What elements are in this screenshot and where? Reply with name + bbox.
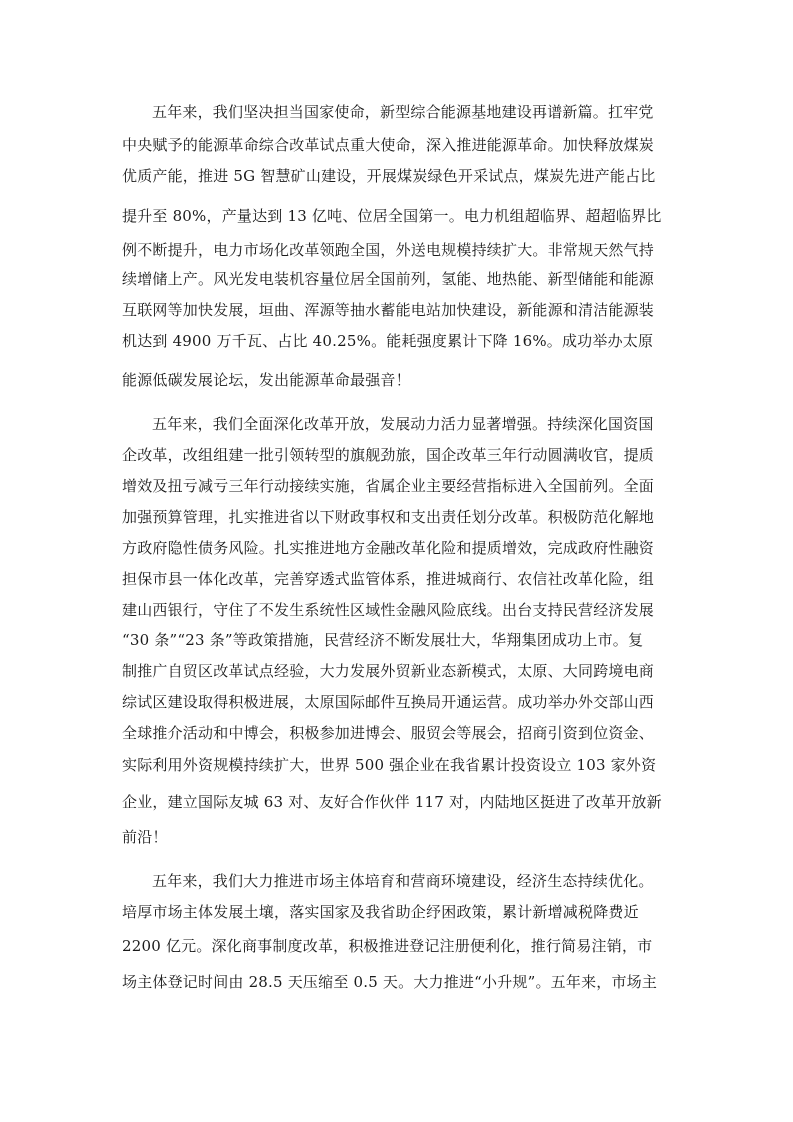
text-line: 场主体登记时间由 28.5 天压缩至 0.5 天。大力推进“小升规”。五年来，市场主 [122,973,658,991]
text-line: 增效及扭亏减亏三年行动接续实施，省属企业主要经营指标进入全国前列。全面 [122,477,655,495]
text-line: 2200 亿元。深化商事制度改革，积极推进登记注册便利化，推行简易注销，市 [122,937,653,955]
text-line: 前沿！ [122,828,168,846]
text-line: 担保市县一体化改革，完善穿透式监管体系，推进城商行、农信社改革化险，组 [122,570,655,588]
text-line: 优质产能，推进 5G 智慧矿山建设，开展煤炭绿色开采试点，煤炭先进产能占比 [122,167,656,185]
text-line: 提升至 80%，产量达到 13 亿吨、位居全国第一。电力机组超临界、超超临界比 [122,207,662,225]
text-line: 例不断提升，电力市场化改革领跑全国，外送电规模持续扩大。非常规天然气持 [122,241,655,259]
text-line: 加强预算管理，扎实推进省以下财政事权和支出责任划分改革。积极防范化解地 [122,508,655,526]
text-line: 五年来，我们坚决担当国家使命，新型综合能源基地建设再谱新篇。扛牢党 [152,103,654,121]
text-line: 综试区建设取得积极进展，太原国际邮件互换局开通运营。成功举办外交部山西 [122,693,655,711]
text-line: 全球推介活动和中博会，积极参加进博会、服贸会等展会，招商引资到位资金、 [122,724,655,742]
text-line: 制推广自贸区改革试点经验，大力发展外贸新业态新模式，太原、大同跨境电商 [122,662,655,680]
text-line: “30 条”“23 条”等政策措施，民营经济不断发展壮大，华翔集团成功上市。复 [122,631,644,649]
text-line: 五年来，我们大力推进市场主体培育和营商环境建设，经济生态持续优化。 [152,872,654,890]
text-line: 建山西银行，守住了不发生系统性区域性金融风险底线。出台支持民营经济发展 [122,601,655,619]
text-line: 方政府隐性债务风险。扎实推进地方金融改革化险和提质增效，完成政府性融资 [122,539,655,557]
text-line: 续增储上产。风光发电装机容量位居全国前列，氢能、地热能、新型储能和能源 [122,270,655,288]
text-line: 中央赋予的能源革命综合改革试点重大使命，深入推进能源革命。加快释放煤炭 [122,136,655,154]
text-line: 实际利用外资规模持续扩大，世界 500 强企业在我省累计投资设立 103 家外资 [122,756,657,774]
text-line: 企业，建立国际友城 63 对、友好合作伙伴 117 对，内陆地区挺进了改革开放新 [122,793,662,811]
text-line: 机达到 4900 万千瓦、占比 40.25%。能耗强度累计下降 16%。成功举办太原 [122,332,654,350]
text-line: 互联网等加快发展，垣曲、浑源等抽水蓄能电站加快建设，新能源和清洁能源装 [122,301,655,319]
text-line: 五年来，我们全面深化改革开放，发展动力活力显著增强。持续深化国资国 [152,415,654,433]
text-line: 能源低碳发展论坛，发出能源革命最强音！ [122,371,411,389]
text-line: 企改革，改组组建一批引领转型的旗舰劲旅，国企改革三年行动圆满收官，提质 [122,446,655,464]
text-line: 培厚市场主体发展土壤，落实国家及我省助企纾困政策，累计新增减税降费近 [122,903,639,921]
